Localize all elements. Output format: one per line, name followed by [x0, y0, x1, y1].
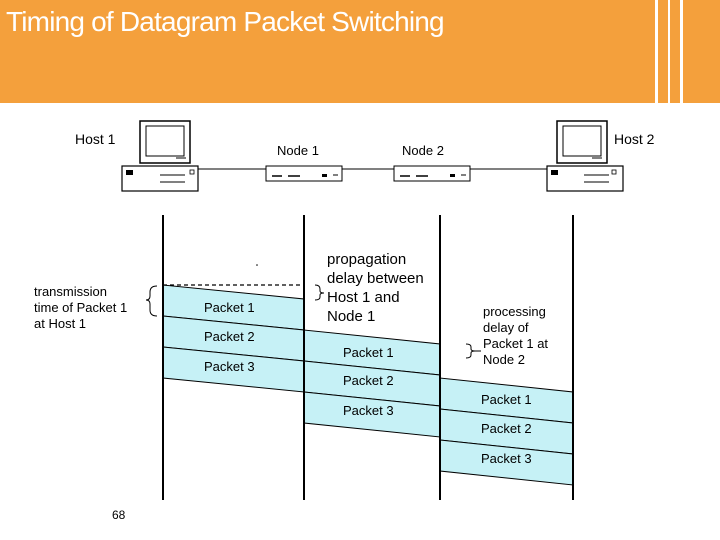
- packet-label: Packet 2: [204, 329, 255, 344]
- annotation-line: Node 1: [327, 308, 376, 325]
- page-number: 68: [112, 508, 126, 522]
- annotation-line: Packet 1 at: [483, 336, 549, 351]
- node2-label: Node 2: [402, 143, 444, 158]
- propagation-annotation: [327, 250, 437, 326]
- annotation-line: transmission: [34, 284, 107, 299]
- host2-computer-icon: [547, 121, 623, 191]
- node2-router-icon: [394, 166, 470, 181]
- host1-computer-icon: [122, 121, 198, 191]
- node1-router-icon: [266, 166, 342, 181]
- packet-label: Packet 3: [343, 403, 394, 418]
- processing-annotation: [483, 304, 573, 368]
- packet-label: Packet 2: [481, 421, 532, 436]
- annotation-line: Host 1 and: [327, 289, 400, 306]
- annotation-line: delay between: [327, 270, 424, 287]
- packet-label: Packet 1: [343, 345, 394, 360]
- transmission-bracket: [146, 286, 157, 316]
- host1-label: Host 1: [75, 131, 116, 147]
- processing-bracket: [466, 344, 475, 358]
- slide-title: Timing of Datagram Packet Switching: [6, 6, 444, 37]
- host2-label: Host 2: [614, 131, 655, 147]
- packet-label: Packet 3: [204, 359, 255, 374]
- packet-label: Packet 2: [343, 373, 394, 388]
- node1-label: Node 1: [277, 143, 319, 158]
- transmission-annotation: [34, 284, 144, 332]
- dot-marker: [256, 264, 258, 266]
- packet-label: Packet 1: [204, 300, 255, 315]
- annotation-line: Node 2: [483, 352, 525, 367]
- annotation-line: propagation: [327, 251, 407, 268]
- annotation-line: processing: [483, 304, 546, 319]
- packet-label: Packet 1: [481, 392, 532, 407]
- packet-label: Packet 3: [481, 451, 532, 466]
- annotation-line: time of Packet 1: [34, 300, 128, 315]
- annotation-line: at Host 1: [34, 316, 87, 331]
- annotation-line: delay of: [483, 320, 529, 335]
- propagation-bracket: [315, 285, 324, 300]
